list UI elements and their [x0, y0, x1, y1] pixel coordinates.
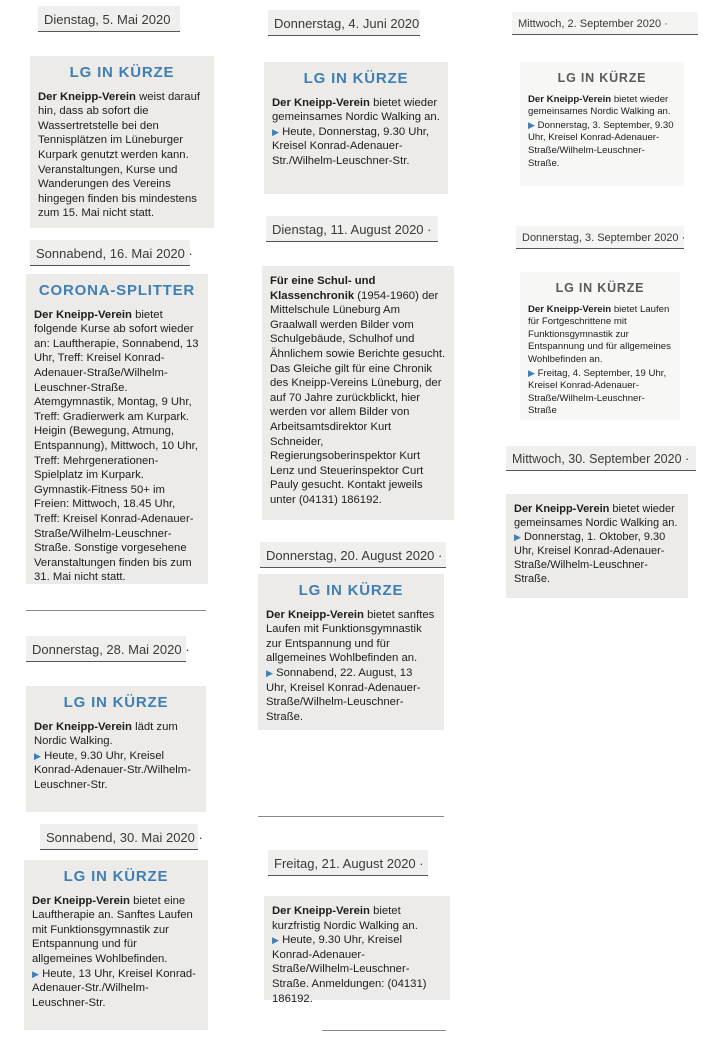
clip-9-kicker: LG IN KÜRZE — [557, 71, 647, 85]
clip-1-kicker: LG IN KÜRZE — [69, 64, 175, 81]
clip-6-text: Für eine Schul- und Klassenchronik (1954-1960) der Mittelschule Lüneburg Am Graalwall werden Bilder vom Schulgebäude, Schulhof und Ähnlichem sowie Berichte gesucht. Das Gleiche gilt für eine Chronik des Kneipp-Vereins Lüneburg, der auf 70 Jahre zurückblickt, hier werden vor allem Bilder von Arbeitsamtsdirektor Kurt Schneider, Regierungsoberinspektor Kurt Lenz und Steuerinspektor Curt Pauly gesucht. Kontakt jeweils unter (04131) 186192. — [270, 275, 446, 506]
clip-2-kicker: CORONA-SPLITTER — [38, 282, 196, 299]
clip-3-box — [26, 686, 206, 812]
arrow-icon: ▶ — [34, 750, 41, 761]
clip-6-box — [262, 266, 454, 520]
clip-2-box — [26, 274, 208, 584]
clip-4-kicker: LG IN KÜRZE — [63, 868, 169, 885]
clip-7-box — [258, 574, 444, 730]
clip-2-text: Der Kneipp-Verein bietet folgende Kurse ab sofort wieder an: Lauftherapie, Sonnabend, 13 Uhr, Treff: Kreisel Konrad-Adenauer-Straße/Wilhelm-Leuschner-Straße. Atemgymnastik, Montag, 9 Uhr, Treff: Gradierwerk am Kurpark. Heigin (Bewegung, Atmung, Entspannung), Mittwoch, 10 Uhr, Treff: Mehrgenerationen-Spielplatz im Kurpark. Gymnastik-Fitness 50+ im Freien: Mittwoch, 18.45 Uhr, Treff: Kreisel Konrad-Adenauer-Straße/Wilhelm-Leuschner-Straße. Sonstige vorgesehene Veranstaltungen finden bis zum 31. Mai nicht statt. — [34, 308, 199, 584]
clip-11-box — [506, 494, 688, 598]
arrow-icon: ▶ — [528, 119, 535, 130]
clip-4-date: Sonnabend, 30. Mai 2020 · — [40, 824, 198, 850]
clip-5-box — [264, 62, 448, 194]
arrow-icon: ▶ — [266, 667, 273, 678]
clip-5-text: Der Kneipp-Verein bietet wieder gemeinsames Nordic Walking an. ▶ Heute, Donnerstag, 9.30 Uhr, Kreisel Konrad-Adenauer-Str./Wilhelm-Leuschner-Str. — [272, 96, 440, 167]
clip-10-date: Donnerstag, 3. September 2020 · — [516, 226, 684, 249]
arrow-icon: ▶ — [272, 126, 279, 137]
clip-8-date: Freitag, 21. August 2020 · — [268, 850, 428, 876]
clip-10-box — [520, 272, 680, 420]
clip-11-date: Mittwoch, 30. September 2020 · — [506, 446, 696, 471]
clip-3-text: Der Kneipp-Verein lädt zum Nordic Walking. ▶ Heute, 9.30 Uhr, Kreisel Konrad-Adenauer-Str./Wilhelm-Leuschner-Str. — [34, 720, 191, 791]
arrow-icon: ▶ — [514, 532, 521, 542]
divider-3 — [322, 1030, 446, 1031]
clip-3-kicker: LG IN KÜRZE — [63, 694, 169, 711]
clip-6-date: Dienstag, 11. August 2020 · — [266, 216, 438, 242]
clip-8-text: Der Kneipp-Verein bietet kurzfristig Nordic Walking an. ▶ Heute, 9.30 Uhr, Kreisel Konrad-Adenauer-Straße/Wilhelm-Leuschner-Straße. Anmeldungen: (04131) 186192. — [272, 905, 427, 1005]
clip-4-text: Der Kneipp-Verein bietet eine Lauftherapie an. Sanftes Laufen mit Funktionsgymnastik zur Entspannung und für allgemeines Wohlbefinden. ▶ Heute, 13 Uhr, Kreisel Konrad-Adenauer-Str./Wilhelm-Leuschner-Str. — [32, 894, 196, 1009]
divider-2 — [258, 816, 444, 817]
clip-4-box — [24, 860, 208, 1030]
clip-9-box — [520, 62, 684, 186]
clip-7-date: Donnerstag, 20. August 2020 · — [260, 542, 446, 568]
clip-9-text: Der Kneipp-Verein bietet wieder gemeinsames Nordic Walking an. ▶ Donnerstag, 3. September, 9.30 Uhr, Kreisel Konrad-Adenauer-Straße/Wilhelm-Leuschner-Straße. — [528, 93, 674, 169]
clip-5-kicker: LG IN KÜRZE — [303, 70, 409, 87]
divider-1 — [26, 610, 206, 611]
clip-7-text: Der Kneipp-Verein bietet sanftes Laufen mit Funktionsgymnastik zur Entspannung und für allgemeines Wohlbefinden an. ▶ Sonnabend, 22. August, 13 Uhr, Kreisel Konrad-Adenauer-Straße/Wilhelm-Leuschner-Straße. — [266, 608, 435, 723]
clip-1-box — [30, 56, 214, 228]
clip-9-date: Mittwoch, 2. September 2020 · — [512, 12, 698, 35]
arrow-icon: ▶ — [32, 968, 39, 979]
clip-1-date: Dienstag, 5. Mai 2020 — [38, 6, 180, 32]
clip-2-date: Sonnabend, 16. Mai 2020 · — [30, 240, 190, 266]
clip-3-date: Donnerstag, 28. Mai 2020 · — [26, 636, 186, 662]
clip-10-kicker: LG IN KÜRZE — [555, 281, 645, 295]
clip-10-text: Der Kneipp-Verein bietet Laufen für Fortgeschrittene mit Funktionsgymnastik zur Entspannung und für allgemeines Wohlbefinden an. ▶ Freitag, 4. September, 19 Uhr, Kreisel Konrad-Adenauer-Straße/Wilhelm-Leuschner-Straße — [528, 303, 671, 417]
clip-5-date: Donnerstag, 4. Juni 2020 — [268, 10, 420, 36]
clip-11-text: Der Kneipp-Verein bietet wieder gemeinsames Nordic Walking an. ▶ Donnerstag, 1. Oktober, 9.30 Uhr, Kreisel Konrad-Adenauer-Straße/Wilhelm-Leuschner-Straße. — [514, 503, 678, 585]
clip-8-box — [264, 896, 450, 1005]
arrow-icon: ▶ — [528, 367, 535, 378]
arrow-icon: ▶ — [272, 935, 279, 946]
clip-7-kicker: LG IN KÜRZE — [298, 582, 404, 599]
clip-1-text: Der Kneipp-Verein weist darauf hin, dass ab sofort die Wassertretstelle bei den Tennisplätzen im Lüneburger Kurpark genutzt werden kann. Veranstaltungen, Kurse und Wanderungen des Vereins hingegen finden bis mindestens zum 15. Mai nicht statt. — [38, 90, 200, 220]
